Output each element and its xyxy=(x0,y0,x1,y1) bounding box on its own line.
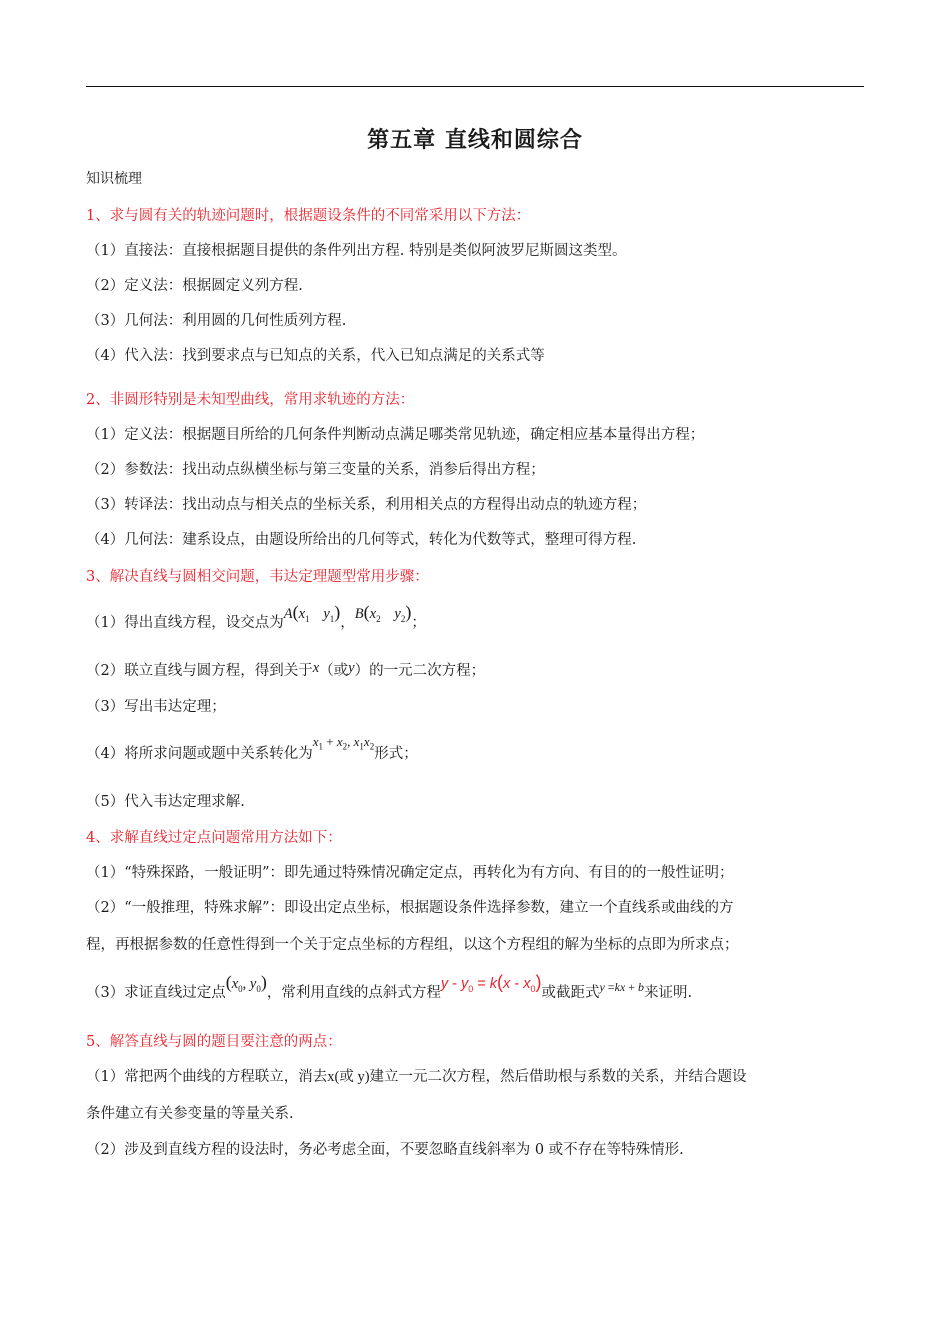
s3-item-2-mid: （或 xyxy=(319,663,349,679)
s3-item-2 xyxy=(86,659,485,680)
s4-item-2a: （2）“一般推理，特殊求解”：即设出定点坐标，根据题设条件选择参数，建立一个直线系或曲线的方 xyxy=(86,900,734,916)
s5-item-1a-post: 建立一元二次方程，然后借助根与系数的关系，并结合题设 xyxy=(369,1069,747,1085)
s4-item-2b: 程，再根据参数的任意性得到一个关于定点坐标的方程组，以这个方程组的解为坐标的点即为所求点； xyxy=(86,937,739,953)
s3-item-2-post: ）的一元二次方程； xyxy=(354,663,486,679)
s3-item-1-comma: ， xyxy=(340,615,355,631)
math-point-a: $A(x_1$ $y_1$) xyxy=(283,602,341,624)
s3-item-4-pre: （4）将所求问题或题中关系转化为 xyxy=(86,746,313,762)
s2-item-2: （2）参数法：找出动点纵横坐标与第三变量的关系，消参后得出方程； xyxy=(86,462,545,478)
s4-item-1: （1）“特殊探路，一般证明”：即先通过特殊情况确定定点，再转化为有方向、有目的的一般性证明； xyxy=(86,865,734,881)
s1-item-3: （3）几何法：利用圆的几何性质列方程. xyxy=(86,313,347,329)
s3-item-1-post: ； xyxy=(411,615,426,631)
s3-item-3: （3）写出韦达定理； xyxy=(86,699,226,715)
section-3-heading: 3、解决直线与圆相交问题，韦达定理题型常用步骤： xyxy=(86,569,429,585)
s4-item-3-pre: （3）求证直线过定点 xyxy=(86,985,226,1001)
s1-item-2: （2）定义法：根据圆定义列方程. xyxy=(86,278,303,294)
section-2-heading: 2、非圆形特别是未知型曲线，常用求轨迹的方法： xyxy=(86,392,415,408)
s4-item-3-mid2: 或截距式 xyxy=(541,985,600,1001)
s3-item-4-post: 形式； xyxy=(374,746,418,762)
s5-item-1a xyxy=(86,1065,747,1086)
s1-item-1: （1）直接法：直接根据题目提供的条件列出方程. 特别是类似阿波罗尼斯圆这类型。 xyxy=(86,243,627,259)
s4-item-3 xyxy=(86,972,693,1003)
s1-item-4: （4）代入法：找到要求点与已知点的关系，代入已知点满足的关系式等 xyxy=(86,348,545,364)
s3-item-4 xyxy=(86,734,418,764)
math-vieta: $x_1 + x_2$, $x_1x_2$ xyxy=(312,734,375,752)
s2-item-1: （1）定义法：根据题目所给的几何条件判断动点满足哪类常见轨迹，确定相应基本量得出方程； xyxy=(86,427,705,443)
math-point-slope: $y - y_0 = k(x - x_0)$ xyxy=(440,972,542,994)
section-4-heading: 4、求解直线过定点问题常用方法如下： xyxy=(86,830,342,846)
math-point-b: $B(x_2$ $y_2$) xyxy=(354,602,412,624)
math-x-or-y: x(或 y) xyxy=(327,1069,370,1085)
s3-item-1 xyxy=(86,602,426,633)
math-fixed-point: ($x_0$, $y_0$) xyxy=(225,972,267,994)
section-label: 知识梳理 xyxy=(86,171,142,187)
math-x: x xyxy=(312,660,320,676)
s5-item-1b: 条件建立有关参变量的等量关系. xyxy=(86,1106,294,1122)
section-5-heading: 5、解答直线与圆的题目要注意的两点： xyxy=(86,1034,342,1050)
s3-item-5: （5）代入韦达定理求解. xyxy=(86,794,245,810)
s2-item-4: （4）几何法：建系设点，由题设所给出的几何等式，转化为代数等式，整理可得方程. xyxy=(86,532,637,548)
s4-item-3-mid1: ，常利用直线的点斜式方程 xyxy=(266,985,441,1001)
header-rule xyxy=(86,86,864,87)
s3-item-2-pre: （2）联立直线与圆方程，得到关于 xyxy=(86,663,313,679)
math-y: y xyxy=(348,660,355,676)
section-1-heading: 1、求与圆有关的轨迹问题时，根据题设条件的不同常采用以下方法： xyxy=(86,208,531,224)
s2-item-3: （3）转译法：找出动点与相关点的坐标关系，利用相关点的方程得出动点的轨迹方程； xyxy=(86,497,647,513)
s4-item-3-post: 来证明. xyxy=(644,985,693,1001)
s5-item-1a-pre: （1）常把两个曲线的方程联立，消去 xyxy=(86,1069,328,1085)
page-title: 第五章 直线和圆综合 xyxy=(367,128,583,153)
s3-item-1-pre: （1）得出直线方程，设交点为 xyxy=(86,615,284,631)
math-slope-intercept: y =kx + b xyxy=(599,980,644,994)
s5-item-2: （2）涉及到直线方程的设法时，务必考虑全面，不要忽略直线斜率为 0 或不存在等特殊情形. xyxy=(86,1142,684,1158)
